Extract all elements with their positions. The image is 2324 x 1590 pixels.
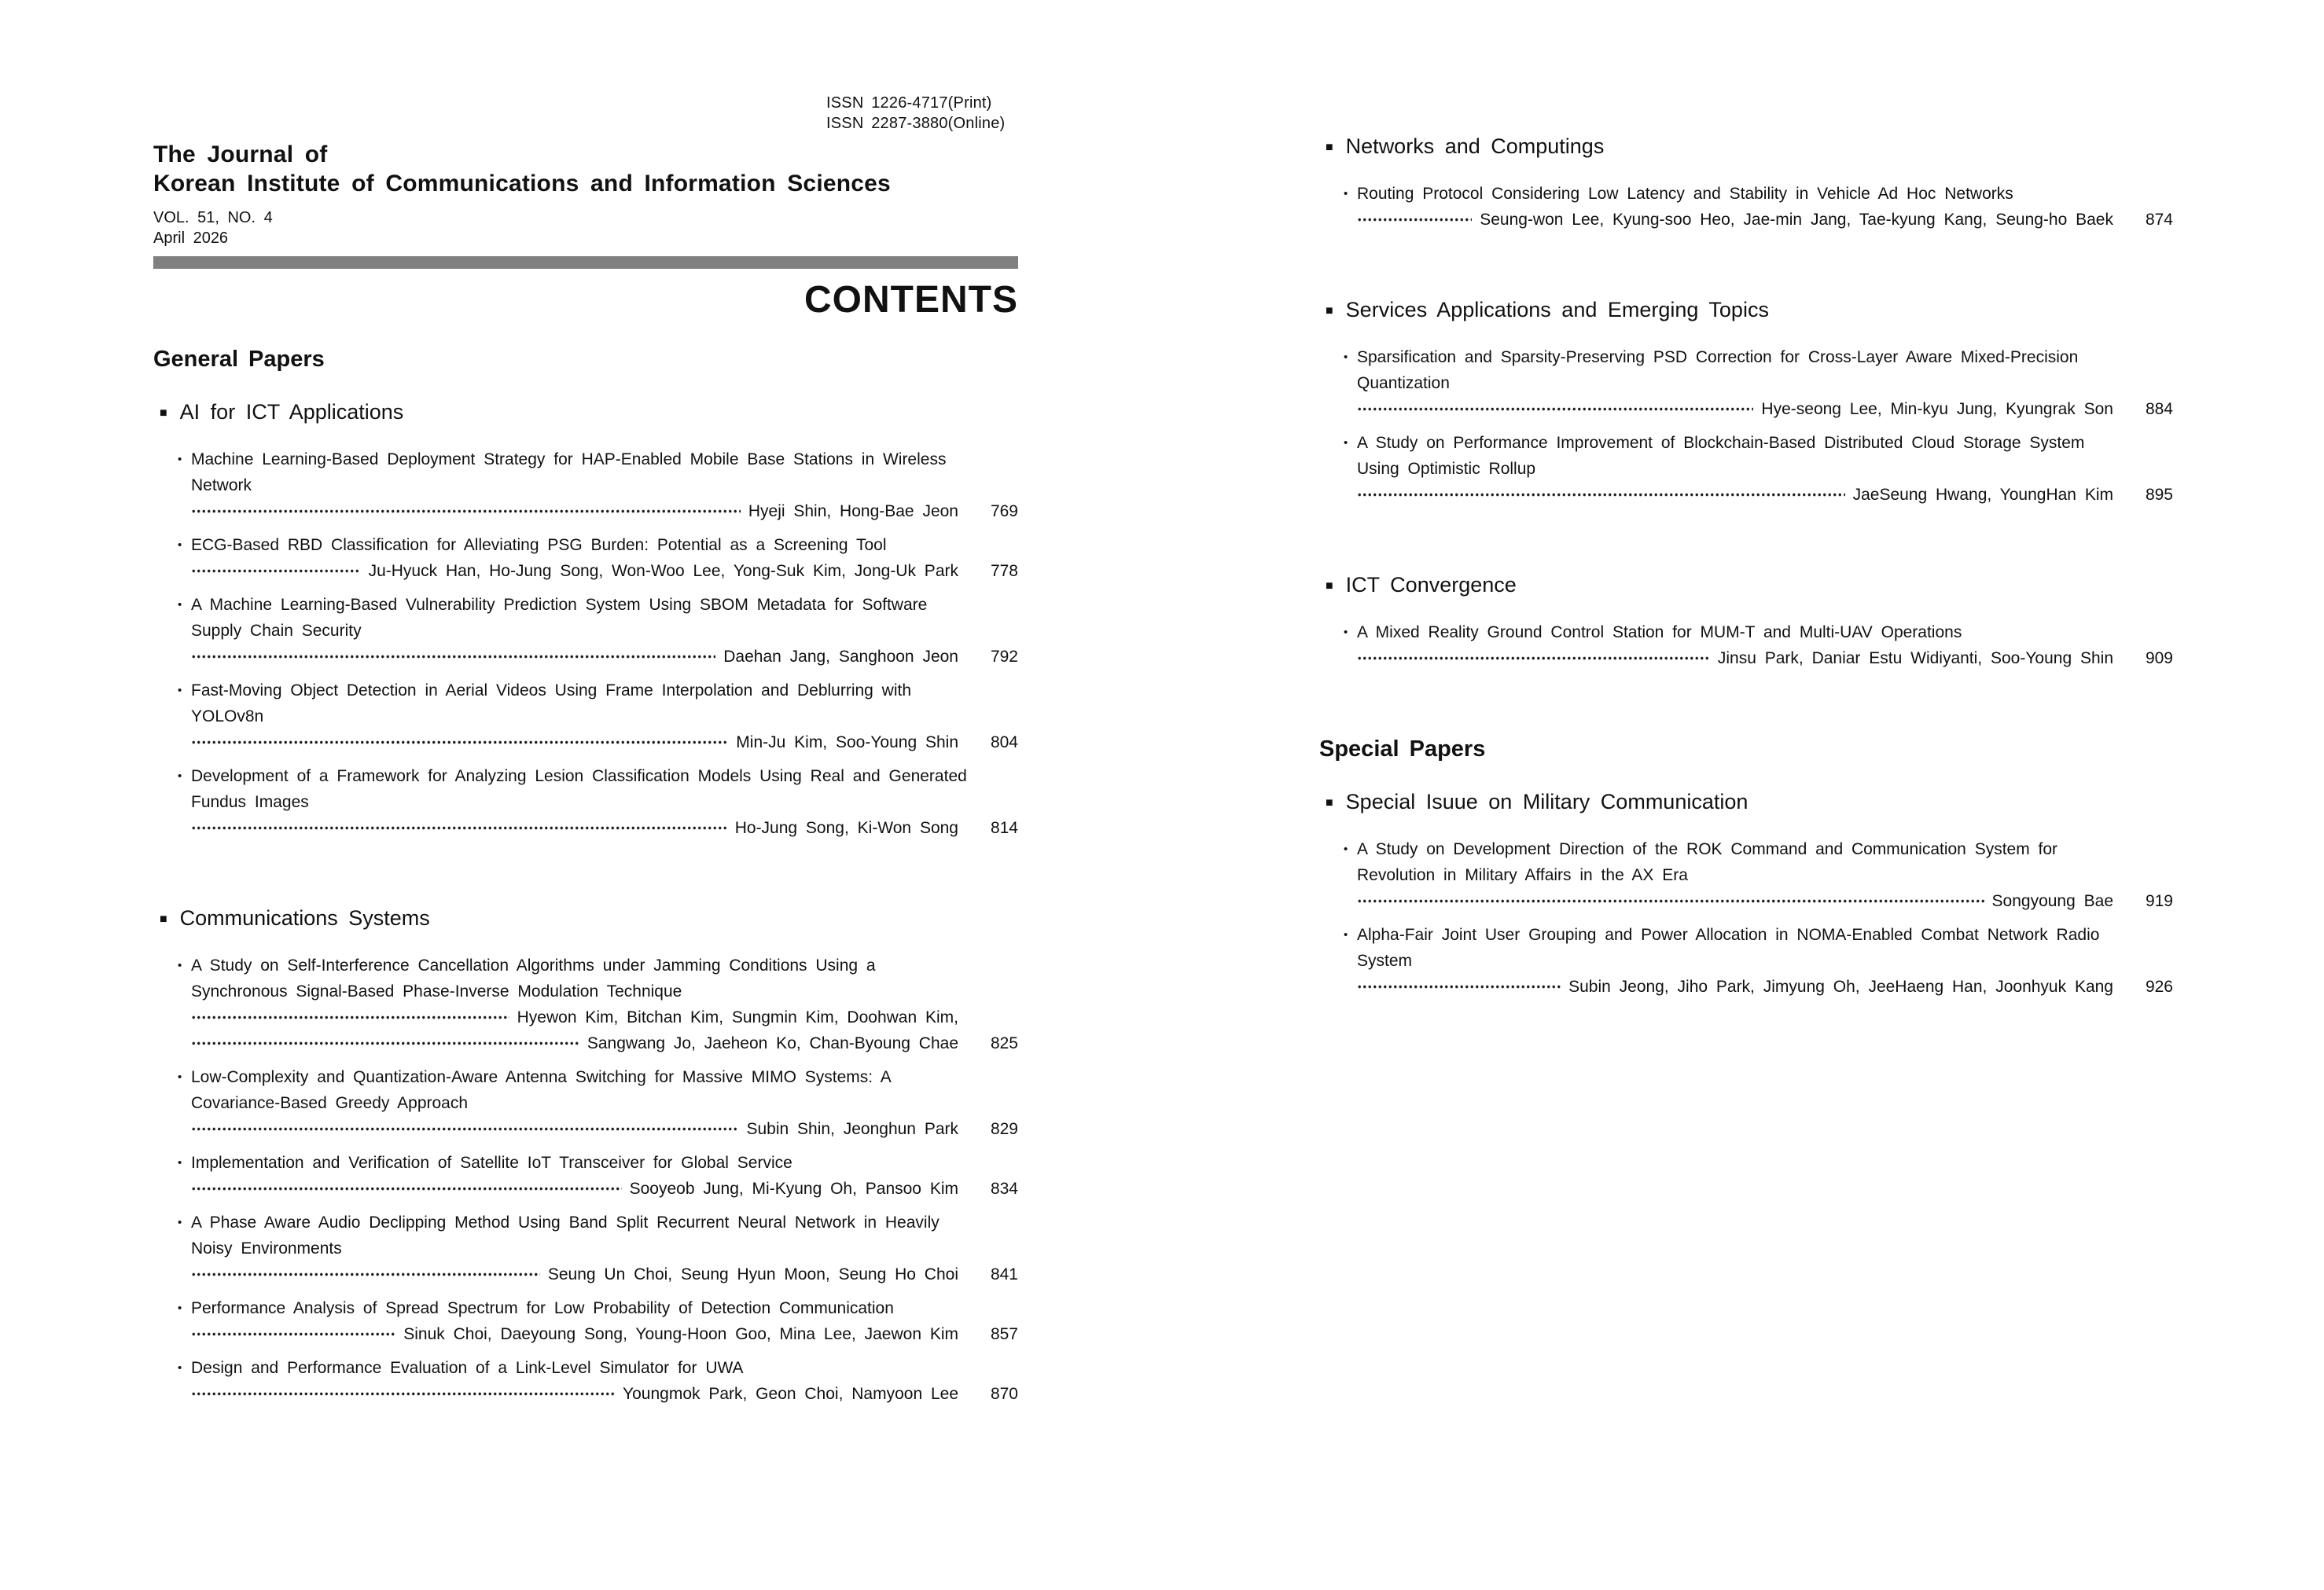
- entry-title-line: [1357, 456, 2173, 482]
- author-leader-row: [191, 729, 1018, 755]
- toc-entry: [153, 532, 1018, 584]
- author-leader-row: [191, 644, 1018, 670]
- toc-entry: [153, 1150, 1018, 1202]
- author-leader-row: [191, 1004, 1018, 1030]
- toc-entry: [1319, 181, 2173, 233]
- dot-bullet-icon: •: [1344, 436, 1348, 450]
- dot-leader: [191, 1381, 615, 1407]
- entry-authors: Jinsu Park, Daniar Estu Widiyanti, Soo-Young Shin: [1717, 648, 2113, 667]
- entry-authors: Seung Un Choi, Seung Hyun Moon, Seung Ho Choi: [547, 1265, 958, 1283]
- entry-title-text: Low-Complexity and Quantization-Aware Antenna Switching for Massive MIMO Systems: A: [191, 1068, 892, 1086]
- entry-title-text: A Mixed Reality Ground Control Station for MUM-T and Multi-UAV Operations: [1357, 623, 1962, 641]
- section: [1319, 788, 2173, 1000]
- dot-leader: [191, 1321, 395, 1347]
- entry-title-text: Design and Performance Evaluation of a Link-Level Simulator for UWA: [191, 1359, 744, 1377]
- entry-title-line: [191, 1236, 1018, 1261]
- square-bullet-icon: ■: [160, 406, 167, 420]
- dot-bullet-icon: •: [1344, 626, 1348, 639]
- journal-title: [153, 140, 1018, 198]
- entry-title-line: [178, 763, 1018, 789]
- toc-entry: [1319, 922, 2173, 1000]
- section-title: [1319, 296, 2173, 325]
- entry-authors: Subin Shin, Jeonghun Park: [746, 1119, 958, 1138]
- dot-bullet-icon: •: [178, 1070, 182, 1084]
- dot-leader: [1357, 645, 1710, 671]
- section: [1319, 296, 2173, 508]
- entry-page-number: 825: [990, 1034, 1018, 1052]
- toc-entry: [153, 677, 1018, 755]
- toc-entry: [153, 1064, 1018, 1142]
- dot-leader: [191, 1004, 509, 1030]
- entry-title-line: [1357, 862, 2173, 888]
- toc-entry: [1319, 430, 2173, 508]
- entry-authors: Sooyeob Jung, Mi-Kyung Oh, Pansoo Kim: [629, 1179, 958, 1198]
- entry-page-number: 829: [990, 1119, 1018, 1138]
- toc-entry: [1319, 344, 2173, 422]
- entry-title-text: Network: [191, 476, 252, 494]
- dot-bullet-icon: •: [178, 598, 182, 611]
- entry-title-text: ECG-Based RBD Classification for Alleviating PSG Burden: Potential as a Screening Tool: [191, 536, 887, 554]
- dot-bullet-icon: •: [178, 684, 182, 697]
- toc-entry: [1319, 836, 2173, 914]
- author-leader-row: [1357, 888, 2173, 914]
- issn-online: ISSN 2287-3880(Online): [826, 115, 1006, 132]
- entry-page-number: 874: [2145, 210, 2173, 229]
- section: [153, 904, 1018, 1407]
- dot-leader: [1357, 888, 1984, 914]
- entry-authors: Ho-Jung Song, Ki-Won Song: [734, 818, 958, 837]
- entry-authors: Min-Ju Kim, Soo-Young Shin: [736, 733, 958, 751]
- toc-entry: [153, 1355, 1018, 1407]
- issn-block: [826, 93, 1018, 134]
- toc-entry: [153, 446, 1018, 524]
- entry-title-line: [178, 532, 1018, 558]
- entry-authors: Daehan Jang, Sanghoon Jeon: [723, 647, 958, 666]
- entry-authors: Youngmok Park, Geon Choi, Namyoon Lee: [623, 1384, 958, 1403]
- issue-info: [153, 207, 1018, 248]
- group-title: General Papers: [153, 347, 325, 372]
- author-leader-row: [191, 1321, 1018, 1347]
- dot-leader: [1357, 207, 1472, 233]
- dot-bullet-icon: •: [178, 1361, 182, 1375]
- entry-page-number: 870: [990, 1384, 1018, 1403]
- entry-page-number: 804: [990, 733, 1018, 751]
- dot-leader: [191, 1116, 738, 1142]
- entry-title-text: A Study on Performance Improvement of Blockchain-Based Distributed Cloud Storage System: [1357, 434, 2085, 452]
- dot-leader: [191, 1176, 622, 1202]
- entry-title-line: [1344, 430, 2173, 456]
- square-bullet-icon: ■: [160, 913, 167, 926]
- entry-title-text: A Machine Learning-Based Vulnerability Prediction System Using SBOM Metadata for Software: [191, 596, 928, 614]
- entry-title-text: Implementation and Verification of Satellite IoT Transceiver for Global Service: [191, 1154, 792, 1172]
- dot-leader: [1357, 396, 1753, 422]
- section: [1319, 571, 2173, 671]
- entry-title-text: Synchronous Signal-Based Phase-Inverse Modulation Technique: [191, 982, 682, 1001]
- journal-title-line1: The Journal of: [153, 141, 328, 167]
- volume-label: VOL. 51, NO. 4: [153, 209, 273, 226]
- author-leader-row: [191, 815, 1018, 841]
- entry-title-line: [178, 677, 1018, 703]
- entry-title-line: [1344, 619, 2173, 645]
- entry-authors: Sinuk Choi, Daeyoung Song, Young-Hoon Goo, Mina Lee, Jaewon Kim: [403, 1324, 958, 1343]
- entry-title-text: A Study on Self-Interference Cancellation Algorithms under Jamming Conditions Using a: [191, 957, 876, 975]
- issn-print: ISSN 1226-4717(Print): [826, 94, 992, 112]
- dot-bullet-icon: •: [178, 538, 182, 552]
- entry-title-line: [178, 1295, 1018, 1321]
- entry-authors: Ju-Hyuck Han, Ho-Jung Song, Won-Woo Lee, Yong-Suk Kim, Jong-Uk Park: [368, 561, 958, 580]
- dot-bullet-icon: •: [178, 453, 182, 466]
- dot-bullet-icon: •: [178, 1216, 182, 1229]
- entry-authors: Sangwang Jo, Jaeheon Ko, Chan-Byoung Chae: [587, 1034, 958, 1052]
- entry-page-number: 926: [2145, 977, 2173, 996]
- entry-page-number: 895: [2145, 485, 2173, 504]
- section-title-text: Special Isuue on Military Communication: [1345, 790, 1749, 813]
- entry-page-number: 919: [2145, 891, 2173, 910]
- entry-title-text: Routing Protocol Considering Low Latency and Stability in Vehicle Ad Hoc Networks: [1357, 185, 2013, 203]
- entry-authors: Hye-seong Lee, Min-kyu Jung, Kyungrak Son: [1761, 399, 2113, 418]
- toc-entry: [1319, 619, 2173, 671]
- entry-title-text: Quantization: [1357, 374, 1450, 392]
- square-bullet-icon: ■: [1326, 141, 1333, 154]
- entry-title-text: System: [1357, 952, 1413, 970]
- entry-page-number: 834: [990, 1179, 1018, 1198]
- entry-title-line: [1357, 370, 2173, 396]
- entry-authors: Hyewon Kim, Bitchan Kim, Sungmin Kim, Doohwan Kim,: [517, 1008, 958, 1026]
- entry-authors: Hyeji Shin, Hong-Bae Jeon: [748, 501, 958, 520]
- entry-title-text: Covariance-Based Greedy Approach: [191, 1094, 469, 1112]
- dot-leader: [1357, 974, 1561, 1000]
- accent-bar: [153, 256, 1018, 269]
- entry-title-line: [191, 979, 1018, 1004]
- entry-title-text: Fast-Moving Object Detection in Aerial Videos Using Frame Interpolation and Deblurring with: [191, 681, 912, 700]
- dot-leader: [191, 644, 715, 670]
- dot-bullet-icon: •: [178, 959, 182, 972]
- dot-bullet-icon: •: [178, 1156, 182, 1170]
- entry-authors: Seung-won Lee, Kyung-soo Heo, Jae-min Jang, Tae-kyung Kang, Seung-ho Baek: [1480, 210, 2113, 229]
- issue-date: April 2026: [153, 230, 229, 247]
- section-title-text: AI for ICT Applications: [179, 400, 404, 424]
- entry-title-text: Revolution in Military Affairs in the AX Era: [1357, 866, 1688, 884]
- entry-title-text: Sparsification and Sparsity-Preserving PSD Correction for Cross-Layer Aware Mixed-Precision: [1357, 348, 2079, 366]
- section-title-text: Communications Systems: [179, 906, 430, 930]
- entry-title-line: [178, 953, 1018, 979]
- entry-title-line: [191, 789, 1018, 815]
- entry-title-line: [191, 703, 1018, 729]
- section-title: [1319, 571, 2173, 600]
- author-leader-row: [191, 1176, 1018, 1202]
- section-title-text: Services Applications and Emerging Topics: [1345, 298, 1769, 321]
- entry-title-text: Machine Learning-Based Deployment Strategy for HAP-Enabled Mobile Base Stations in Wireless: [191, 450, 947, 468]
- entry-page-number: 792: [990, 647, 1018, 666]
- entry-title-line: [178, 1210, 1018, 1236]
- toc-entry: [153, 592, 1018, 670]
- author-leader-row: [191, 558, 1018, 584]
- dot-leader: [191, 1261, 540, 1287]
- entry-title-text: Fundus Images: [191, 793, 309, 811]
- dot-bullet-icon: •: [1344, 843, 1348, 856]
- journal-title-line2: Korean Institute of Communications and Information Sciences: [153, 171, 891, 196]
- square-bullet-icon: ■: [1326, 304, 1333, 318]
- section: [1319, 132, 2173, 233]
- section-title-text: Networks and Computings: [1345, 134, 1605, 158]
- dot-bullet-icon: •: [1344, 187, 1348, 200]
- dot-bullet-icon: •: [178, 1302, 182, 1315]
- entry-page-number: 778: [990, 561, 1018, 580]
- entry-title-line: [191, 1090, 1018, 1116]
- author-leader-row: [191, 1030, 1018, 1056]
- author-leader-row: [1357, 974, 2173, 1000]
- entry-title-text: Development of a Framework for Analyzing Lesion Classification Models Using Real and Generated: [191, 767, 967, 785]
- entry-authors: JaeSeung Hwang, YoungHan Kim: [1852, 485, 2113, 504]
- toc-entry: [153, 953, 1018, 1056]
- entry-title-line: [1357, 948, 2173, 974]
- author-leader-row: [191, 1261, 1018, 1287]
- dot-bullet-icon: •: [1344, 351, 1348, 364]
- entry-title-line: [178, 446, 1018, 472]
- entry-title-text: Noisy Environments: [191, 1239, 342, 1258]
- entry-title-line: [178, 592, 1018, 618]
- entry-page-number: 841: [990, 1265, 1018, 1283]
- dot-leader: [1357, 482, 1845, 508]
- section: [153, 398, 1018, 841]
- entry-page-number: 857: [990, 1324, 1018, 1343]
- dot-leader: [191, 815, 727, 841]
- entry-title-line: [178, 1064, 1018, 1090]
- dot-leader: [191, 1030, 579, 1056]
- entry-title-line: [178, 1150, 1018, 1176]
- entry-authors: Songyoung Bae: [1991, 891, 2113, 910]
- left-column: [153, 93, 1018, 1470]
- entry-page-number: 814: [990, 818, 1018, 837]
- dot-leader: [191, 498, 741, 524]
- entry-title-line: [1344, 922, 2173, 948]
- toc-entry: [153, 1295, 1018, 1347]
- entry-title-text: A Study on Development Direction of the ROK Command and Communication System for: [1357, 840, 2058, 858]
- author-leader-row: [191, 1116, 1018, 1142]
- section-title-text: ICT Convergence: [1345, 573, 1517, 597]
- toc-entry: [153, 763, 1018, 841]
- author-leader-row: [1357, 207, 2173, 233]
- entry-title-text: Alpha-Fair Joint User Grouping and Power Allocation in NOMA-Enabled Combat Network Radio: [1357, 926, 2100, 944]
- author-leader-row: [1357, 482, 2173, 508]
- dot-leader: [191, 729, 728, 755]
- entry-page-number: 909: [2145, 648, 2173, 667]
- entry-title-line: [1344, 181, 2173, 207]
- author-leader-row: [191, 1381, 1018, 1407]
- section-title: [1319, 788, 2173, 817]
- author-leader-row: [191, 498, 1018, 524]
- square-bullet-icon: ■: [1326, 796, 1333, 810]
- section-title: [1319, 132, 2173, 162]
- entry-title-line: [191, 472, 1018, 498]
- entry-title-text: Performance Analysis of Spread Spectrum for Low Probability of Detection Communication: [191, 1299, 894, 1317]
- entry-title-line: [178, 1355, 1018, 1381]
- entry-title-line: [1344, 344, 2173, 370]
- entry-title-text: Supply Chain Security: [191, 622, 362, 640]
- entry-page-number: 884: [2145, 399, 2173, 418]
- contents-title: CONTENTS: [804, 279, 1018, 321]
- dot-bullet-icon: •: [178, 769, 182, 783]
- author-leader-row: [1357, 396, 2173, 422]
- right-column: [1319, 132, 2173, 1063]
- entry-title-text: Using Optimistic Rollup: [1357, 460, 1536, 478]
- square-bullet-icon: ■: [1326, 579, 1333, 593]
- entry-title-line: [1344, 836, 2173, 862]
- toc-entry: [153, 1210, 1018, 1287]
- entry-authors: Subin Jeong, Jiho Park, Jimyung Oh, JeeHaeng Han, Joonhyuk Kang: [1568, 977, 2113, 996]
- dot-leader: [191, 558, 361, 584]
- section-title: [153, 398, 1018, 428]
- entry-title-line: [191, 618, 1018, 644]
- author-leader-row: [1357, 645, 2173, 671]
- group-title: Special Papers: [1319, 736, 1486, 762]
- entry-title-text: A Phase Aware Audio Declipping Method Using Band Split Recurrent Neural Network in Heavily: [191, 1214, 940, 1232]
- section-title: [153, 904, 1018, 934]
- dot-bullet-icon: •: [1344, 928, 1348, 942]
- entry-title-text: YOLOv8n: [191, 707, 264, 725]
- entry-page-number: 769: [990, 501, 1018, 520]
